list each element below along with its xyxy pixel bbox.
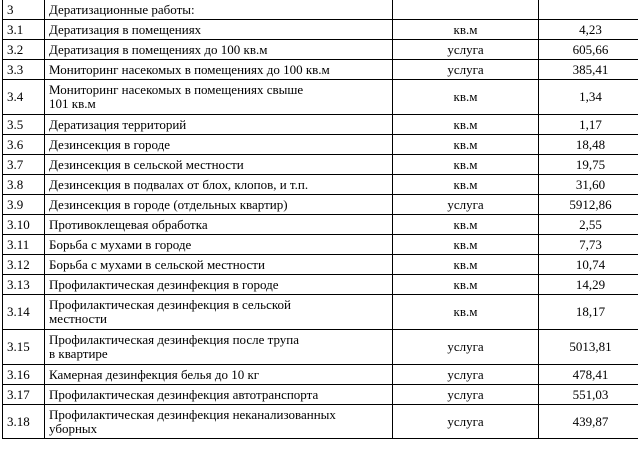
- table-row: [3, 385, 638, 405]
- section-header-row: [3, 0, 638, 20]
- price-value: 31,60: [539, 175, 638, 195]
- service-name: Дезинсекция в подвалах от блох, клопов, и т.п.: [45, 175, 393, 195]
- unit-of-measure: кв.м: [393, 20, 539, 40]
- price-value: 385,41: [539, 60, 638, 80]
- table-row: [3, 215, 638, 235]
- table-row: [3, 235, 638, 255]
- unit-of-measure: кв.м: [393, 135, 539, 155]
- row-number: 3.11: [3, 235, 45, 255]
- price-value: 551,03: [539, 385, 638, 405]
- service-name: Дератизация в помещениях: [45, 20, 393, 40]
- unit-of-measure: кв.м: [393, 155, 539, 175]
- table-row: [3, 330, 638, 365]
- service-name-line-1: Профилактическая дезинфекция в сельской: [49, 297, 291, 312]
- service-name-line-2: местности: [49, 311, 107, 326]
- service-name-line-1: Профилактическая дезинфекция после трупа: [49, 332, 300, 347]
- service-name: Дезинсекция в городе (отдельных квартир): [45, 195, 393, 215]
- row-number: 3.5: [3, 115, 45, 135]
- service-name-line-1: Мониторинг насекомых в помещениях свыше: [49, 82, 304, 97]
- price-value: 1,17: [539, 115, 638, 135]
- section-title: Дератизационные работы:: [45, 0, 393, 20]
- unit-of-measure: услуга: [393, 385, 539, 405]
- row-number: 3.2: [3, 40, 45, 60]
- row-number: 3.10: [3, 215, 45, 235]
- table-row: [3, 175, 638, 195]
- unit-of-measure: услуга: [393, 405, 539, 439]
- table-row: [3, 40, 638, 60]
- unit-of-measure: кв.м: [393, 215, 539, 235]
- unit-of-measure: кв.м: [393, 175, 539, 195]
- table-row: [3, 405, 638, 439]
- service-name-line-2: 101 кв.м: [49, 96, 96, 111]
- table-row: [3, 155, 638, 175]
- row-number: 3.9: [3, 195, 45, 215]
- unit-of-measure: услуга: [393, 60, 539, 80]
- section-price-cell: [539, 0, 638, 20]
- price-table: [2, 0, 638, 439]
- price-value: 18,48: [539, 135, 638, 155]
- table-row: [3, 255, 638, 275]
- service-name: [45, 80, 393, 115]
- service-name: Дезинсекция в городе: [45, 135, 393, 155]
- unit-of-measure: кв.м: [393, 295, 539, 330]
- service-name: Дератизация территорий: [45, 115, 393, 135]
- row-number: 3.8: [3, 175, 45, 195]
- unit-of-measure: услуга: [393, 365, 539, 385]
- unit-of-measure: кв.м: [393, 275, 539, 295]
- unit-of-measure: кв.м: [393, 255, 539, 275]
- service-name: Борьба с мухами в сельской местности: [45, 255, 393, 275]
- service-name: Камерная дезинфекция белья до 10 кг: [45, 365, 393, 385]
- price-value: 4,23: [539, 20, 638, 40]
- price-value: 7,73: [539, 235, 638, 255]
- service-name: Дератизация в помещениях до 100 кв.м: [45, 40, 393, 60]
- service-name: Мониторинг насекомых в помещениях до 100 кв.м: [45, 60, 393, 80]
- price-value: 5013,81: [539, 330, 638, 365]
- row-number: 3.16: [3, 365, 45, 385]
- service-name: Профилактическая дезинфекция автотранспорта: [45, 385, 393, 405]
- price-value: 439,87: [539, 405, 638, 439]
- row-number: 3.15: [3, 330, 45, 365]
- unit-of-measure: услуга: [393, 40, 539, 60]
- unit-of-measure: услуга: [393, 330, 539, 365]
- service-name: [45, 330, 393, 365]
- service-name: Профилактическая дезинфекция в городе: [45, 275, 393, 295]
- row-number: 3.4: [3, 80, 45, 115]
- table-row: [3, 295, 638, 330]
- price-value: 478,41: [539, 365, 638, 385]
- table-row: [3, 60, 638, 80]
- price-value: 605,66: [539, 40, 638, 60]
- table-row: [3, 115, 638, 135]
- row-number: 3.13: [3, 275, 45, 295]
- row-number: 3.7: [3, 155, 45, 175]
- table-row: [3, 20, 638, 40]
- section-unit-cell: [393, 0, 539, 20]
- row-number: 3.1: [3, 20, 45, 40]
- price-value: 19,75: [539, 155, 638, 175]
- price-value: 18,17: [539, 295, 638, 330]
- table-row: [3, 80, 638, 115]
- unit-of-measure: кв.м: [393, 115, 539, 135]
- service-name: [45, 295, 393, 330]
- service-name-line-1: Профилактическая дезинфекция неканализованных: [49, 406, 336, 422]
- row-number: 3.14: [3, 295, 45, 330]
- price-value: 2,55: [539, 215, 638, 235]
- row-number: 3.17: [3, 385, 45, 405]
- table-row: [3, 135, 638, 155]
- row-number: 3.6: [3, 135, 45, 155]
- table-row: [3, 275, 638, 295]
- price-value: 10,74: [539, 255, 638, 275]
- service-name: Противоклещевая обработка: [45, 215, 393, 235]
- service-name-line-2: уборных: [49, 420, 98, 436]
- unit-of-measure: услуга: [393, 195, 539, 215]
- table-row: [3, 365, 638, 385]
- price-value: 14,29: [539, 275, 638, 295]
- price-value: 1,34: [539, 80, 638, 115]
- service-name: Дезинсекция в сельской местности: [45, 155, 393, 175]
- service-name: Борьба с мухами в городе: [45, 235, 393, 255]
- section-number: 3: [3, 0, 45, 20]
- row-number: 3.12: [3, 255, 45, 275]
- row-number: 3.18: [3, 405, 45, 439]
- row-number: 3.3: [3, 60, 45, 80]
- service-name: [45, 405, 393, 439]
- unit-of-measure: кв.м: [393, 235, 539, 255]
- unit-of-measure: кв.м: [393, 80, 539, 115]
- price-value: 5912,86: [539, 195, 638, 215]
- table-row: [3, 195, 638, 215]
- service-name-line-2: в квартире: [49, 346, 108, 361]
